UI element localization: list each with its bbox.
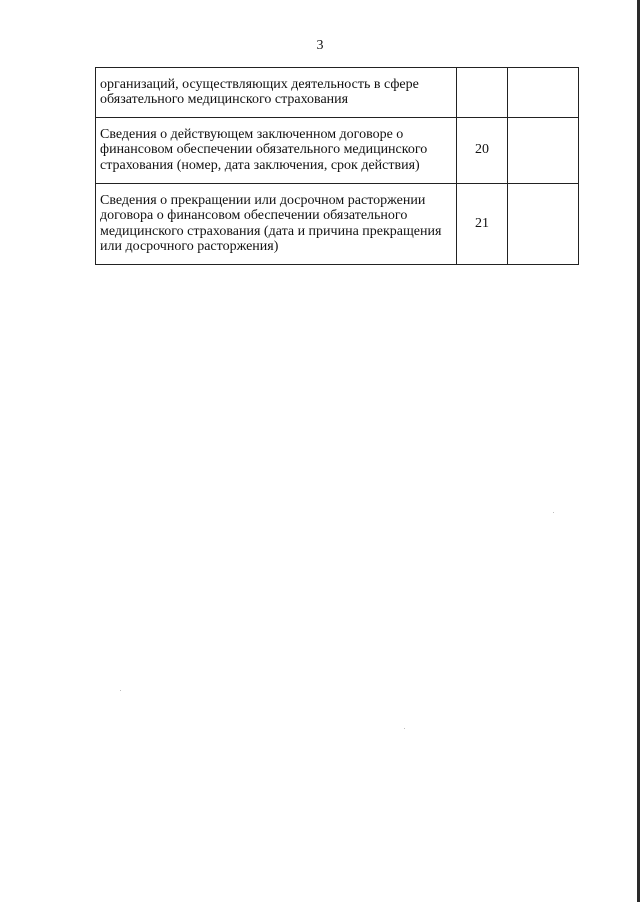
row-description: Сведения о действующем заключенном договоре о финансовом обеспечении обязательного медицинского страхования (номер, дата заключения, срок действия) [96,118,457,184]
row-extra [508,118,579,184]
document-table [95,67,579,265]
scan-speck [120,690,121,691]
table-row [96,118,579,184]
table-row [96,184,579,265]
scan-speck [553,512,554,513]
page-number: 3 [316,38,324,53]
row-code: 20 [457,118,508,184]
scan-speck [404,728,405,729]
row-extra [508,184,579,265]
row-code: 21 [457,184,508,265]
row-code [457,68,508,118]
row-extra [508,68,579,118]
row-description: Сведения о прекращении или досрочном расторжении договора о финансовом обеспечении обязательного медицинского страхования (дата и причина прекращения или досрочного расторжения) [96,184,457,265]
row-description: организаций, осуществляющих деятельность в сфере обязательного медицинского страхования [96,68,457,118]
table-row [96,68,579,118]
